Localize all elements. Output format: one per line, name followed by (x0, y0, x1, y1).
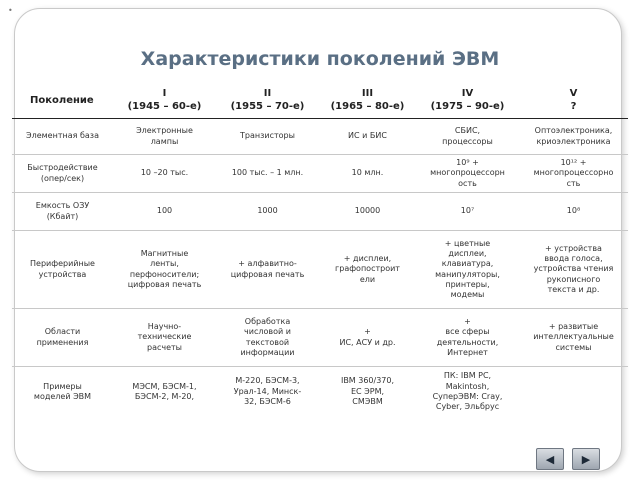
table-cell: + дисплеи, графопостроит ели (319, 231, 416, 309)
table-cell: + развитые интеллектуальные системы (519, 309, 628, 367)
table-row (12, 119, 628, 155)
table-row (12, 309, 628, 367)
table-cell: IBM 360/370, ЕС ЭРМ, СМЭВМ (340, 376, 395, 406)
row-label: Области применения (12, 309, 113, 367)
table-row (12, 367, 628, 417)
table-cell: 10¹² + многопроцессорно сть (519, 155, 628, 193)
slide-title: Характеристики поколений ЭВМ (140, 48, 500, 70)
table-row (12, 155, 628, 193)
next-slide-button[interactable] (572, 448, 600, 470)
generations-table (12, 84, 628, 417)
table-cell: Магнитные ленты, перфоносители; цифровая печать (113, 231, 216, 309)
table-cell: СБИС, процессоры (416, 119, 519, 155)
table-cell: 10⁹ + многопроцессорн ость (416, 155, 519, 193)
table-cell: Электронные лампы (113, 119, 216, 155)
table-cell: Научно- технические расчеты (113, 309, 216, 367)
table-cell: Транзисторы (216, 119, 319, 155)
header-generation: IV (1975 – 90-е) (416, 84, 519, 119)
slide-marker: • (8, 6, 13, 15)
arrow-left-icon: ◀ (545, 452, 555, 466)
table-cell (519, 367, 628, 417)
table-cell: 10000 (319, 193, 416, 231)
table-cell: + ИС, АСУ и др. (319, 309, 416, 367)
header-generation: V ? (519, 84, 628, 119)
table-cell: + алфавитно- цифровая печать (216, 231, 319, 309)
table-cell: М-220, БЭСМ-3, Урал-14, Минск- 32, БЭСМ-6 (233, 376, 302, 406)
header-generation: II (1955 – 70-е) (216, 84, 319, 119)
row-label: Элементная база (12, 119, 113, 155)
table-header-row (12, 84, 628, 119)
table-cell: Обработка числовой и текстовой информации (216, 309, 319, 367)
table-cell: ПК: IBM PC, Makintosh, СуперЭВМ: Cray, Cyber, Эльбрус (432, 371, 503, 411)
row-label: Периферийные устройства (12, 231, 113, 309)
table-row (12, 193, 628, 231)
table-row (12, 231, 628, 309)
table-cell: 10 –20 тыс. (113, 155, 216, 193)
table-cell: 10⁷ (416, 193, 519, 231)
table-cell: МЭСМ, БЭСМ-1, БЭСМ-2, М-20, (132, 381, 197, 401)
table-cell: Оптоэлектроника, криоэлектроника (519, 119, 628, 155)
table-cell: + все сферы деятельности, Интернет (416, 309, 519, 367)
header-generation: I (1945 – 60-е) (113, 84, 216, 119)
arrow-right-icon: ▶ (581, 452, 591, 466)
table-cell: + устройства ввода голоса, устройства чтения рукописного текста и др. (519, 231, 628, 309)
row-label: Емкость ОЗУ (Кбайт) (12, 193, 113, 231)
table-cell: 100 тыс. – 1 млн. (216, 155, 319, 193)
prev-slide-button[interactable] (536, 448, 564, 470)
table-cell: 1000 (216, 193, 319, 231)
table-cell: ИС и БИС (319, 119, 416, 155)
table-cell: 10⁸ (519, 193, 628, 231)
row-label: Примеры моделей ЭВМ (33, 381, 92, 401)
table-cell: 100 (113, 193, 216, 231)
table-cell: 10 млн. (319, 155, 416, 193)
header-label: Поколение (12, 84, 113, 119)
row-label: Быстродействие (опер/сек) (12, 155, 113, 193)
table-cell: + цветные дисплеи, клавиатура, манипуляторы, принтеры, модемы (416, 231, 519, 309)
header-generation: III (1965 – 80-е) (319, 84, 416, 119)
